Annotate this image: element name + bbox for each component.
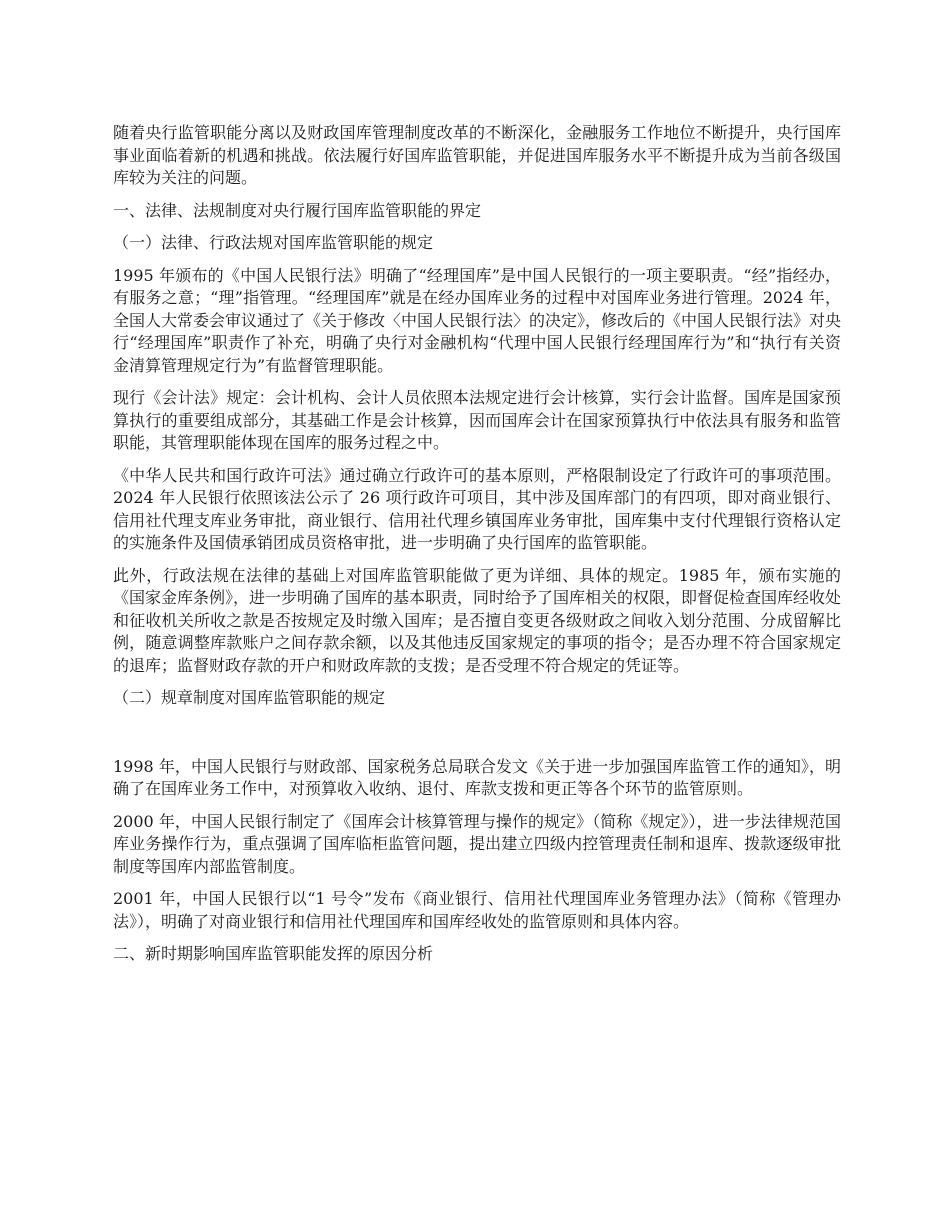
paragraph-1998-notice: 1998 年，中国人民银行与财政部、国家税务总局联合发文《关于进一步加强国库监管工作的通知》，明确了在国库业务工作中，对预算收入收纳、退付、库款支拨和更正等各个环节的监管原则。	[113, 756, 841, 798]
paragraph-administrative-license-law: 《中华人民共和国行政许可法》通过确立行政许可的基本原则，严格限制设定了行政许可的事项范围。2024 年人民银行依照该法公示了 26 项行政许可项目，其中涉及国库部门的有四项，即对商业银行、信用社代理支库业务审批，商业银行、信用社代理乡镇国库业务审批，国库集中支付代理银行资格认定的实施条件及国债承销团成员资格审批，进一步明确了央行国库的监管职能。	[113, 465, 841, 552]
paragraph-2001-order: 2001 年，中国人民银行以“1 号令”发布《商业银行、信用社代理国库业务管理办法》（简称《管理办法》），明确了对商业银行和信用社代理国库和国库经收处的监管原则和具体内容。	[113, 889, 841, 931]
intro-paragraph: 随着央行监管职能分离以及财政国库管理制度改革的不断深化，金融服务工作地位不断提升，央行国库事业面临着新的机遇和挑战。依法履行好国库监管职能，并促进国库服务水平不断提升成为当前各级国库较为关注的问题。	[113, 123, 841, 187]
paragraph-accounting-law: 现行《会计法》规定：会计机构、会计人员依照本法规定进行会计核算，实行会计监督。国库是国家预算执行的重要组成部分，其基础工作是会计核算，因而国库会计在国家预算执行中依法具有服务和监管职能，其管理职能体现在国库的服务过程之中。	[113, 388, 841, 452]
paragraph-pboc-law: 1995 年颁布的《中国人民银行法》明确了“经理国库”是中国人民银行的一项主要职责。“经”指经办，有服务之意；“理”指管理。“经理国库”就是在经办国库业务的过程中对国库业务进行管理。2024 年，全国人大常委会审议通过了《关于修改〈中国人民银行法〉的决定》，修改后的《中国人民银行法》对央行“经理国库”职责作了补充，明确了央行对金融机构“代理中国人民银行经理国库行为”和“执行有关资金清算管理规定行为”有监督管理职能。	[113, 265, 842, 375]
section-heading-1: 一、法律、法规制度对央行履行国库监管职能的界定	[113, 200, 482, 220]
section-heading-2: 二、新时期影响国库监管职能发挥的原因分析	[113, 944, 434, 963]
document-body	[113, 122, 841, 976]
paragraph-treasury-regulations: 此外，行政法规在法律的基础上对国库监管职能做了更为详细、具体的规定。1985 年，颁布实施的《国家金库条例》，进一步明确了国库的基本职责，同时给予了国库相关的权限，即督促检查国库经收处和征收机关所收之款是否按规定及时缴入国库；是否擅自变更各级财政之间收入划分范围、分成留解比例，随意调整库款账户之间存款余额，以及其他违反国家规定的事项的指令；是否办理不符合国家规定的退库；监督财政存款的开户和财政库款的支拨；是否受理不符合规定的凭证等。	[113, 565, 842, 675]
subsection-heading-1-1: （一）法律、行政法规对国库监管职能的规定	[113, 233, 434, 252]
subsection-heading-1-2: （二）规章制度对国库监管职能的规定	[113, 688, 386, 707]
blank-spacer	[113, 720, 841, 756]
paragraph-2000-rules: 2000 年，中国人民银行制定了《国库会计核算管理与操作的规定》（简称《规定》），进一步法律规范国库业务操作行为，重点强调了国库临柜监管问题，提出建立四级内控管理责任制和退库、拨款逐级审批制度等国库内部监管制度。	[113, 811, 841, 876]
